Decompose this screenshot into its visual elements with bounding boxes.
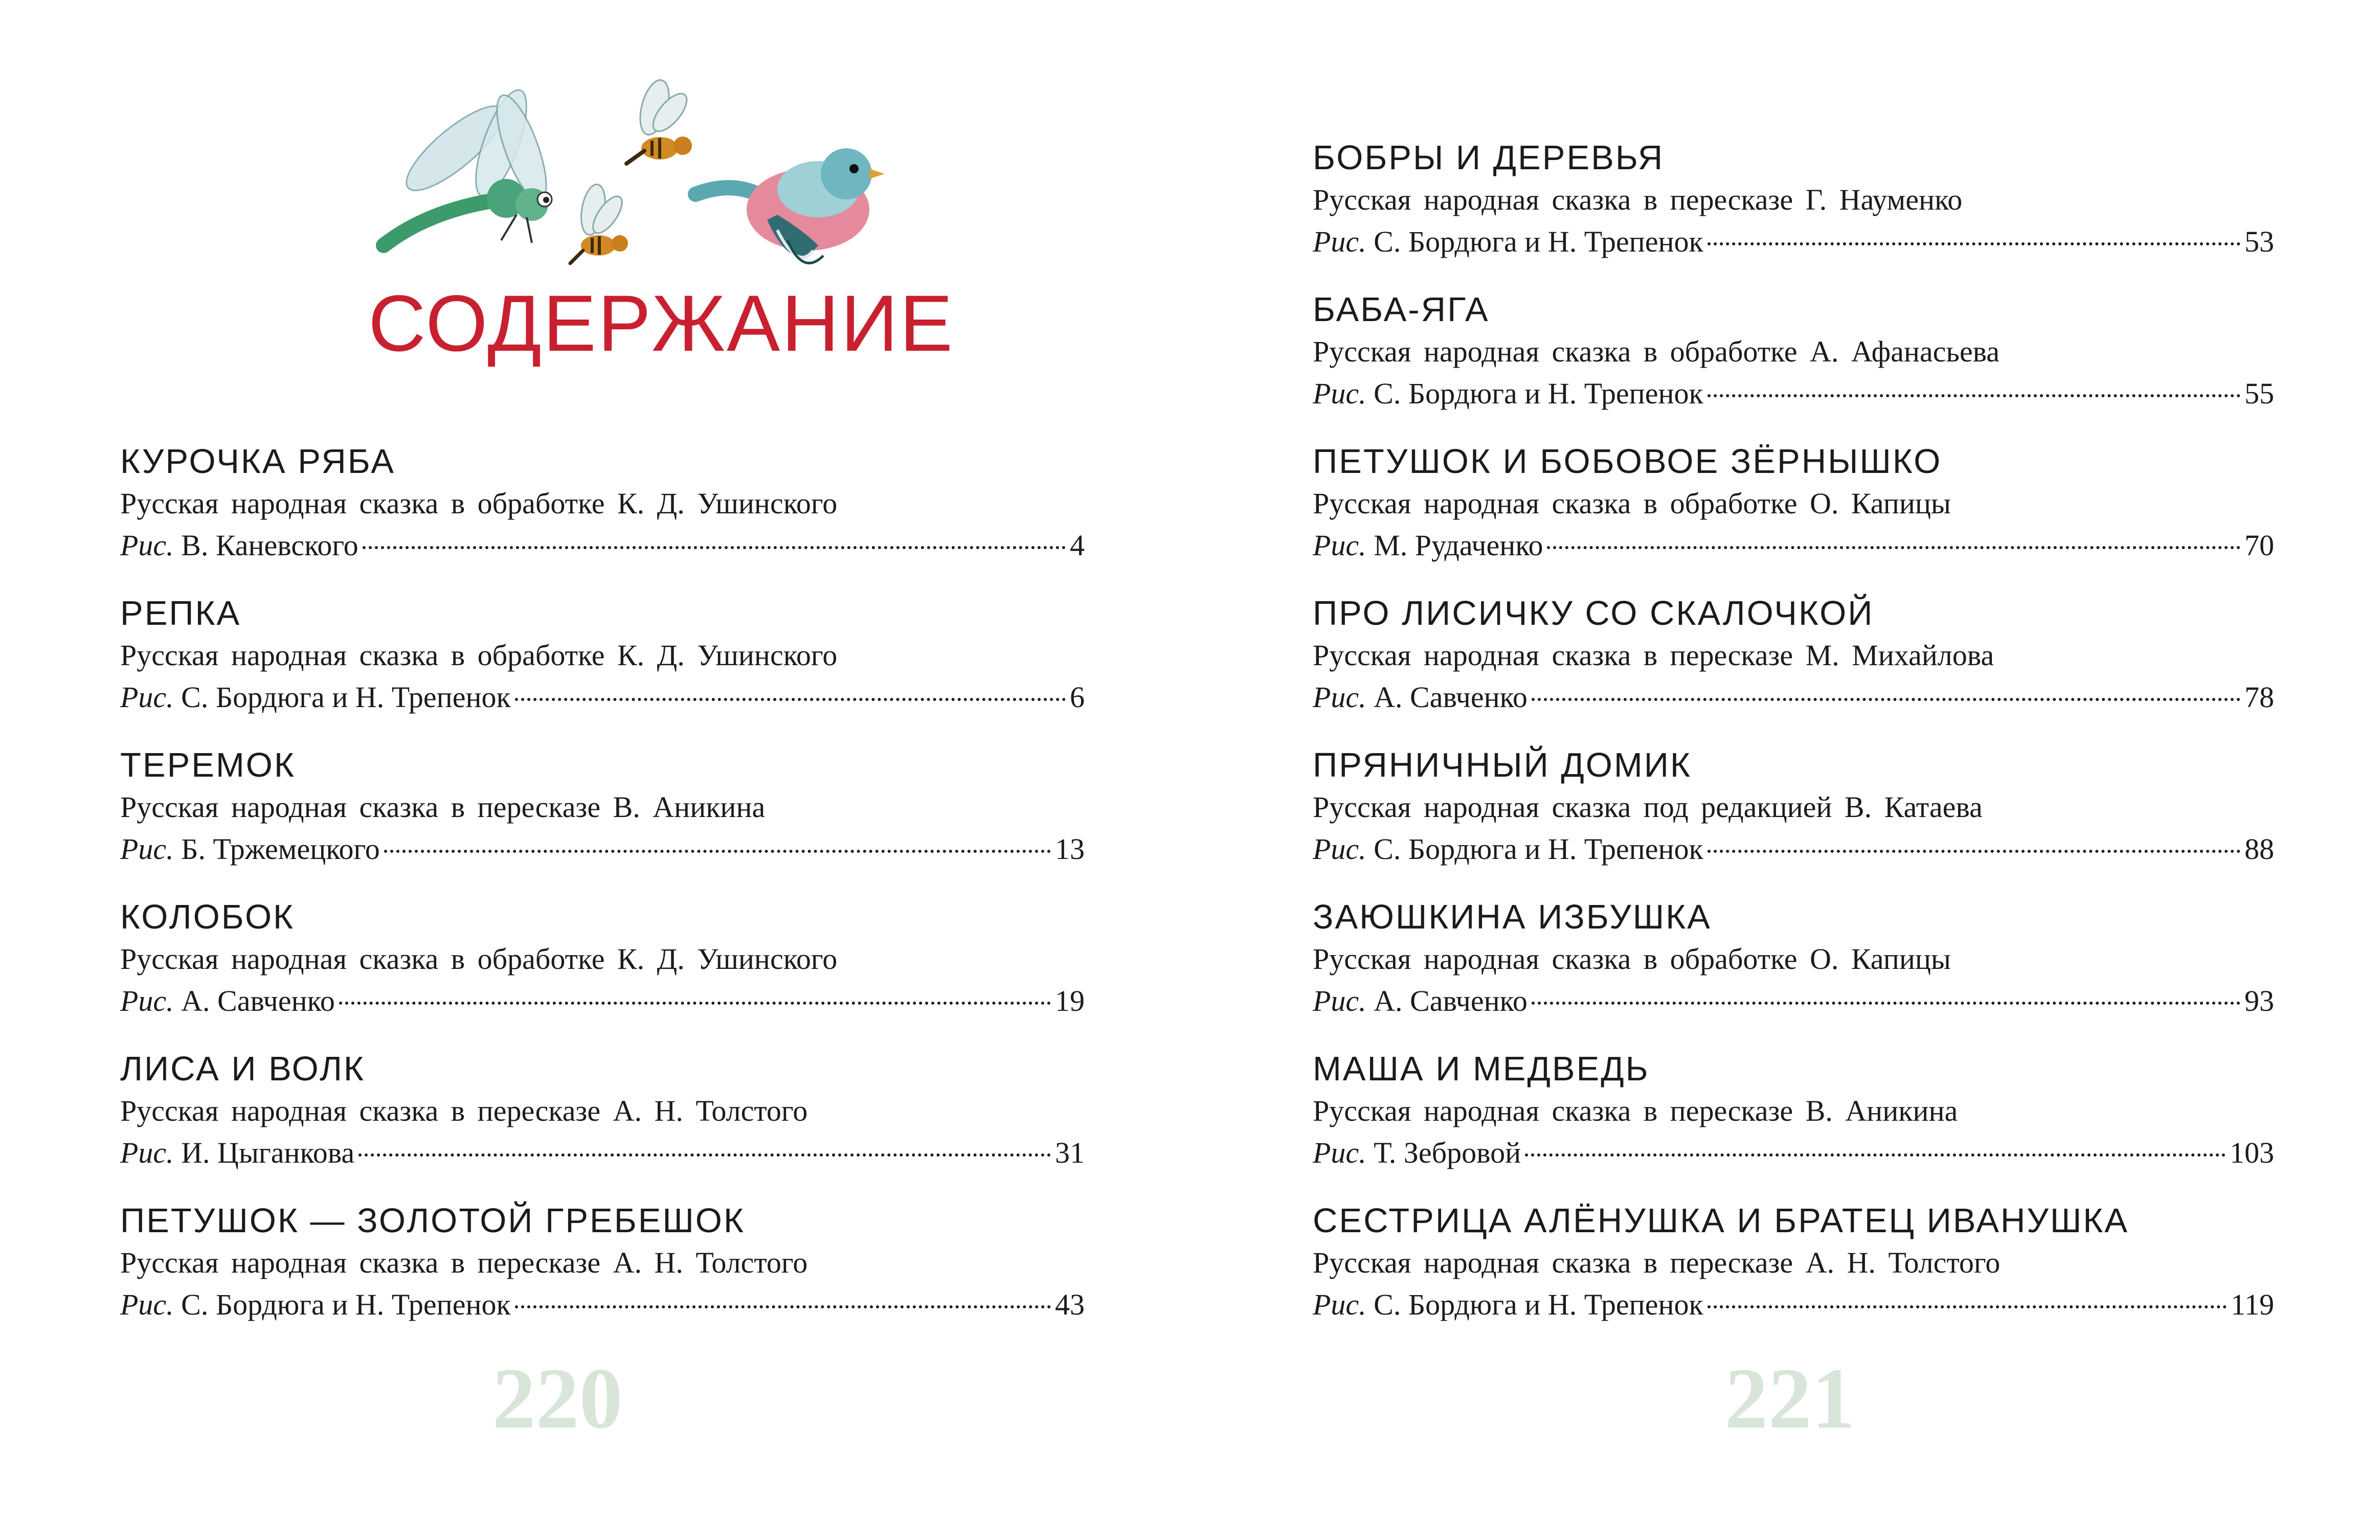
entry-title: ПЕТУШОК — ЗОЛОТОЙ ГРЕБЕШОК [120, 1202, 745, 1240]
entry-title: СЕСТРИЦА АЛЁНУШКА И БРАТЕЦ ИВАНУШКА [1313, 1202, 2129, 1240]
entry-subtitle: Русская народная сказка в обработке А. Афанасьева [1313, 335, 2000, 368]
toc-entry[interactable] [1313, 441, 2274, 593]
entry-subtitle: Русская народная сказка в пересказе В. Аникина [120, 790, 766, 824]
entry-illustrator-line [1313, 1132, 2274, 1174]
toc-entry[interactable] [1313, 593, 2274, 744]
illustrator-prefix: Рис. [120, 1288, 174, 1321]
dot-leader [1708, 240, 2240, 245]
entry-subtitle: Русская народная сказка в пересказе А. Н. Толстого [120, 1246, 808, 1279]
entry-illustrator-line [120, 1132, 1085, 1174]
dot-leader [1708, 848, 2240, 853]
page-number: 88 [2244, 832, 2274, 866]
entry-title: БАБА-ЯГА [1313, 290, 1490, 329]
illustrator-name: С. Бордюга и Н. Трепенок [1374, 225, 1703, 258]
page-number: 93 [2244, 984, 2274, 1017]
dragonfly-icon [384, 84, 556, 245]
toc-entry[interactable] [120, 441, 1085, 593]
dot-leader [1708, 392, 2240, 397]
entry-illustrator-line [1313, 1284, 2274, 1326]
entry-illustrator-line [120, 1284, 1085, 1326]
page-number: 55 [2244, 377, 2274, 410]
entry-title: КУРОЧКА РЯБА [120, 442, 395, 481]
dot-leader [358, 1151, 1051, 1157]
illustrator-prefix: Рис. [1313, 681, 1366, 714]
entry-title: ЛИСА И ВОЛК [120, 1050, 365, 1088]
page-number: 13 [1055, 832, 1085, 866]
entry-illustrator-line [120, 828, 1085, 870]
entry-title: РЕПКА [120, 594, 241, 632]
entry-subtitle: Русская народная сказка в обработке О. Капицы [1313, 487, 1951, 520]
illustrator-name: С. Бордюга и Н. Трепенок [181, 1288, 511, 1321]
dot-leader [363, 544, 1066, 549]
dot-leader [339, 1000, 1051, 1005]
right-page [1190, 0, 2380, 1540]
page-number: 78 [2244, 681, 2274, 714]
entry-subtitle: Русская народная сказка в обработке К. Д. Ушинского [120, 487, 838, 520]
toc-entry[interactable] [1313, 744, 2274, 896]
entry-subtitle: Русская народная сказка в обработке К. Д. Ушинского [120, 942, 838, 976]
toc-heading: СОДЕРЖАНИЕ [368, 279, 955, 368]
illustrator-prefix: Рис. [120, 529, 174, 562]
page-number: 4 [1070, 529, 1085, 562]
dot-leader [1532, 1000, 2240, 1005]
entry-illustrator-line [120, 525, 1085, 567]
toc-entry[interactable] [1313, 896, 2274, 1048]
page-number: 70 [2244, 529, 2274, 562]
entry-subtitle: Русская народная сказка в обработке О. Капицы [1313, 942, 1951, 976]
toc-entry[interactable] [1313, 1200, 2274, 1352]
toc-entry[interactable] [1313, 137, 2274, 289]
entry-subtitle: Русская народная сказка под редакцией В. Катаева [1313, 790, 1983, 824]
toc-entry[interactable] [120, 896, 1085, 1048]
page-number: 53 [2244, 225, 2274, 258]
illustrator-prefix: Рис. [120, 1136, 174, 1169]
dot-leader [1525, 1151, 2226, 1157]
toc-entry[interactable] [120, 1048, 1085, 1200]
toc-list-left [120, 441, 1085, 1352]
illustrator-name: А. Савченко [1374, 681, 1528, 714]
illustration [368, 77, 905, 312]
toc-entry[interactable] [120, 1200, 1085, 1352]
toc-entry[interactable] [120, 744, 1085, 896]
entry-title: ЗАЮШКИНА ИЗБУШКА [1313, 898, 1712, 936]
entry-subtitle: Русская народная сказка в пересказе Г. Науменко [1313, 183, 1963, 216]
entry-illustrator-line [1313, 980, 2274, 1022]
illustrator-prefix: Рис. [1313, 377, 1366, 410]
entry-subtitle: Русская народная сказка в пересказе А. Н. Толстого [1313, 1246, 2001, 1279]
dot-leader [1532, 696, 2240, 701]
illustrator-name: С. Бордюга и Н. Трепенок [1374, 1288, 1703, 1321]
toc-list-right [1313, 137, 2274, 1352]
illustrator-prefix: Рис. [1313, 529, 1366, 562]
bee-icon [570, 183, 628, 263]
page-number-left: 220 [492, 1350, 623, 1446]
entry-illustrator-line [1313, 221, 2274, 263]
illustrator-prefix: Рис. [120, 984, 174, 1017]
entry-illustrator-line [1313, 373, 2274, 415]
illustrator-name: Б. Тржемецкого [181, 832, 380, 866]
illustrator-prefix: Рис. [1313, 832, 1366, 866]
entry-subtitle: Русская народная сказка в пересказе А. Н. Толстого [120, 1094, 808, 1127]
dot-leader [515, 1303, 1051, 1308]
bird-icon [695, 148, 885, 263]
illustrator-name: Т. Зебровой [1374, 1136, 1521, 1169]
page-number: 19 [1055, 984, 1085, 1017]
entry-illustrator-line [1313, 525, 2274, 567]
page-number: 6 [1070, 681, 1085, 714]
page-number: 103 [2230, 1136, 2274, 1169]
illustrator-name: И. Цыганкова [181, 1136, 355, 1169]
bee-icon [626, 77, 692, 164]
illustrator-prefix: Рис. [1313, 225, 1366, 258]
page-number: 43 [1055, 1288, 1085, 1321]
page-number: 119 [2231, 1288, 2274, 1321]
illustrator-prefix: Рис. [1313, 1288, 1366, 1321]
entry-subtitle: Русская народная сказка в пересказе М. Михайлова [1313, 639, 1994, 672]
entry-title: ПРО ЛИСИЧКУ СО СКАЛОЧКОЙ [1313, 594, 1874, 632]
dot-leader [1708, 1303, 2227, 1308]
dot-leader [515, 696, 1066, 701]
illustrator-name: С. Бордюга и Н. Трепенок [181, 681, 511, 714]
illustrator-prefix: Рис. [1313, 1136, 1366, 1169]
entry-title: МАША И МЕДВЕДЬ [1313, 1050, 1650, 1088]
entry-illustrator-line [120, 980, 1085, 1022]
dot-leader [1547, 544, 2240, 549]
toc-entry[interactable] [1313, 1048, 2274, 1200]
illustrator-name: С. Бордюга и Н. Трепенок [1374, 832, 1703, 866]
entry-title: КОЛОБОК [120, 898, 295, 936]
illustrator-prefix: Рис. [120, 681, 174, 714]
toc-entry[interactable] [1313, 289, 2274, 441]
entry-illustrator-line [1313, 676, 2274, 718]
illustrator-name: А. Савченко [1374, 984, 1528, 1017]
entry-illustrator-line [1313, 828, 2274, 870]
dot-leader [384, 848, 1051, 853]
entry-title: ТЕРЕМОК [120, 746, 296, 784]
entry-title: ПЕТУШОК И БОБОВОЕ ЗЁРНЫШКО [1313, 442, 1942, 481]
toc-entry[interactable] [120, 593, 1085, 744]
entry-title: ПРЯНИЧНЫЙ ДОМИК [1313, 746, 1692, 784]
illustrator-name: М. Рудаченко [1374, 529, 1543, 562]
illustrator-name: А. Савченко [181, 984, 335, 1017]
illustrator-name: В. Каневского [181, 529, 358, 562]
entry-title: БОБРЫ И ДЕРЕВЬЯ [1313, 139, 1665, 177]
page-number: 31 [1055, 1136, 1085, 1169]
page-number-right: 221 [1724, 1350, 1855, 1446]
illustrator-prefix: Рис. [120, 832, 174, 866]
illustrator-name: С. Бордюга и Н. Трепенок [1374, 377, 1703, 410]
entry-illustrator-line [120, 676, 1085, 718]
entry-subtitle: Русская народная сказка в обработке К. Д. Ушинского [120, 639, 838, 672]
entry-subtitle: Русская народная сказка в пересказе В. Аникина [1313, 1094, 1958, 1127]
illustrator-prefix: Рис. [1313, 984, 1366, 1017]
